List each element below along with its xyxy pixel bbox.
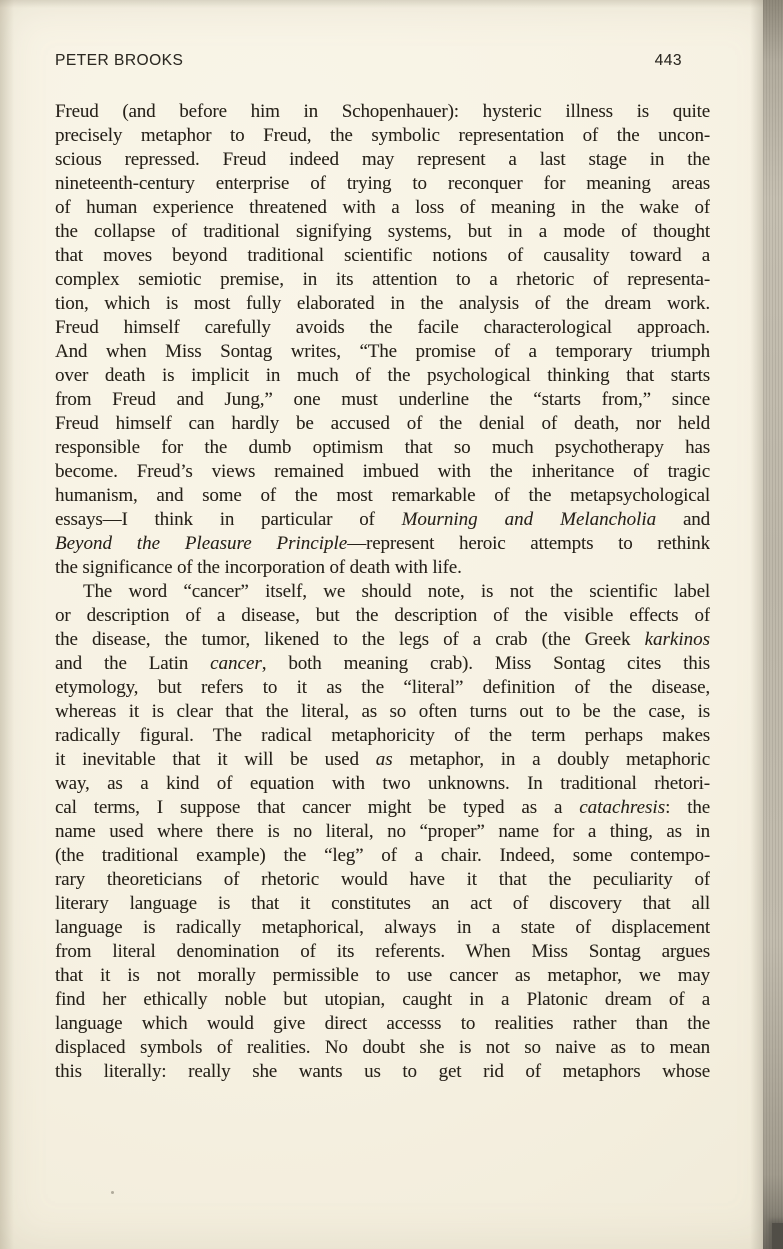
paragraph <box>55 580 710 1084</box>
text-line: over death is implicit in much of the psychological thinking that starts <box>55 365 710 386</box>
text-line: that moves beyond traditional scientific notions of causality toward a <box>55 245 710 266</box>
text-line: displaced symbols of realities. No doubt she is not so naive as to mean <box>55 1037 710 1058</box>
text-line: etymology, but refers to it as the “literal” definition of the disease, <box>55 677 710 698</box>
text-line: language is radically metaphorical, always in a state of displacement <box>55 917 710 938</box>
text-line: nineteenth-century enterprise of trying to reconquer for meaning areas <box>55 173 710 194</box>
text-line: way, as a kind of equation with two unknowns. In traditional rhetori- <box>55 773 710 794</box>
text-line: precisely metaphor to Freud, the symbolic representation of the uncon- <box>55 125 710 146</box>
text-line: name used where there is no literal, no “proper” name for a thing, as in <box>55 821 710 842</box>
text-line: or description of a disease, but the description of the visible effects of <box>55 605 710 626</box>
text-line: And when Miss Sontag writes, “The promise of a temporary triumph <box>55 341 710 362</box>
running-header <box>55 52 682 70</box>
text-line: cal terms, I suppose that cancer might be typed as a catachresis: the <box>55 797 710 818</box>
page-edge <box>763 0 783 1249</box>
paragraph <box>55 100 710 580</box>
text-line: humanism, and some of the most remarkable of the metapsychological <box>55 485 710 506</box>
text-line: literary language is that it constitutes an act of discovery that all <box>55 893 710 914</box>
text-line: essays—I think in particular of Mourning and Melancholia and <box>55 509 710 530</box>
running-header-author: PETER BROOKS <box>55 52 184 69</box>
text-line: from literal denomination of its referents. When Miss Sontag argues <box>55 941 710 962</box>
text-line: the significance of the incorporation of death with life. <box>55 557 462 578</box>
text-line: become. Freud’s views remained imbued with the inheritance of tragic <box>55 461 710 482</box>
top-edge-shade <box>0 0 783 8</box>
text-line: tion, which is most fully elaborated in the analysis of the dream work. <box>55 293 710 314</box>
text-line: (the traditional example) the “leg” of a chair. Indeed, some contempo- <box>55 845 710 866</box>
text-line: rary theoreticians of rhetoric would have it that the peculiarity of <box>55 869 710 890</box>
text-line: radically figural. The radical metaphoricity of the term perhaps makes <box>55 725 710 746</box>
paper-speck <box>111 1191 114 1194</box>
text-line: the disease, the tumor, likened to the legs of a crab (the Greek karkinos <box>55 629 710 650</box>
text-line: the collapse of traditional signifying systems, but in a mode of thought <box>55 221 710 242</box>
text-block <box>55 100 710 1084</box>
text-line: that it is not morally permissible to use cancer as metaphor, we may <box>55 965 710 986</box>
page-number: 443 <box>654 52 682 69</box>
text-line: responsible for the dumb optimism that so much psychotherapy has <box>55 437 710 458</box>
text-line: Freud himself can hardly be accused of the denial of death, nor held <box>55 413 710 434</box>
left-edge-shade <box>0 0 14 1249</box>
text-line: The word “cancer” itself, we should note, is not the scientific label <box>83 581 710 602</box>
page-corner-shadow <box>772 1223 783 1249</box>
text-line: this literally: really she wants us to get rid of metaphors whose <box>55 1061 710 1082</box>
text-line: Beyond the Pleasure Principle—represent heroic attempts to rethink <box>55 533 710 554</box>
text-line: find her ethically noble but utopian, caught in a Platonic dream of a <box>55 989 710 1010</box>
text-line: language which would give direct accesss to realities rather than the <box>55 1013 710 1034</box>
text-line: Freud himself carefully avoids the facile characterological approach. <box>55 317 710 338</box>
text-line: Freud (and before him in Schopenhauer): hysteric illness is quite <box>55 101 710 122</box>
text-line: and the Latin cancer, both meaning crab). Miss Sontag cites this <box>55 653 710 674</box>
text-line: it inevitable that it will be used as metaphor, in a doubly metaphoric <box>55 749 710 770</box>
text-line: of human experience threatened with a loss of meaning in the wake of <box>55 197 710 218</box>
text-line: whereas it is clear that the literal, as so often turns out to be the case, is <box>55 701 710 722</box>
text-line: scious repressed. Freud indeed may represent a last stage in the <box>55 149 710 170</box>
text-line: complex semiotic premise, in its attention to a rhetoric of representa- <box>55 269 710 290</box>
text-line: from Freud and Jung,” one must underline the “starts from,” since <box>55 389 710 410</box>
